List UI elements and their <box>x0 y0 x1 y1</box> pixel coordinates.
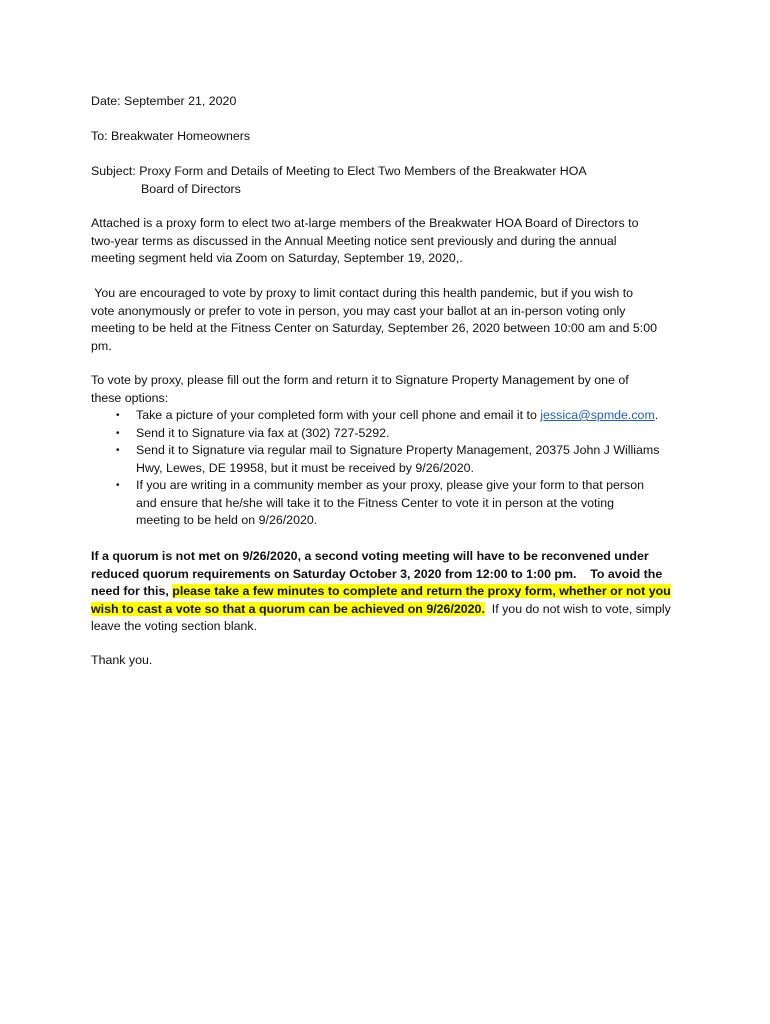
bullet-icon: • <box>116 445 120 456</box>
bullet-icon: • <box>116 480 120 491</box>
highlighted-text: please take a few minutes to complete and return the proxy form, whether or not you <box>172 584 671 598</box>
options-list <box>91 407 691 530</box>
subject-text: Proxy Form and Details of Meeting to Elect Two Members of the Breakwater HOA <box>139 164 587 178</box>
paragraph-options-intro: To vote by proxy, please fill out the form and return it to Signature Property Management by one of these options: <box>91 373 629 405</box>
date-line: Date: September 21, 2020 <box>91 94 237 108</box>
paragraph-vote-proxy: You are encouraged to vote by proxy to limit contact during this health pandemic, but if you wish to vote anonymously or prefer to vote in person, you may cast your ballot at an in-person voting only meeting to be held at the Fitness Center on Saturday, September 26, 2020 between 10:00 am and 5:00 pm. <box>91 286 657 353</box>
list-item: • Send it to Signature via regular mail to Signature Property Management, 20375 John J Williams Hwy, Lewes, DE 19958, but it must be received by 9/26/2020. <box>116 443 660 475</box>
list-item: • If you are writing in a community member as your proxy, please give your form to that person and ensure that he/she will take it to the Fitness Center to vote it in person at the voting meeting to be held on 9/26/2020. <box>116 478 645 527</box>
subject-label: Subject: <box>91 164 136 178</box>
bullet-icon: • <box>116 427 120 439</box>
bullet-icon: • <box>116 410 120 421</box>
paragraph-quorum: If a quorum is not met on 9/26/2020, a second voting meeting will have to be reconvened under reduced quorum requirements on Saturday October 3, 2020 from 12:00 to 1:00 pm. To avoid the need for this, please take a few minutes to complete and return the proxy form, whether or not you wish to cast a vote so that a quorum can be achieved on 9/26/2020. If you do not wish to vote, simply leave the voting section blank. <box>91 549 671 633</box>
paragraph-attached: Attached is a proxy form to elect two at-large members of the Breakwater HOA Board of Directors to two-year terms as discussed in the Annual Meeting notice sent previously and during the annual meeting segment held via Zoom on Saturday, September 19, 2020,. <box>91 216 639 265</box>
subject-block <box>91 163 691 198</box>
recipient-line: To: Breakwater Homeowners <box>91 129 251 143</box>
email-link[interactable]: jessica@spmde.com <box>540 408 655 422</box>
closing-line: Thank you. <box>91 653 153 667</box>
subject-text-continued: Board of Directors <box>141 181 241 196</box>
list-item: • Send it to Signature via fax at (302) 727-5292. <box>91 425 691 443</box>
list-item: • Take a picture of your completed form with your cell phone and email it to jessica@spmde.com. <box>91 407 691 425</box>
highlighted-text: wish to cast a vote so that a quorum can be achieved on 9/26/2020. <box>91 601 485 616</box>
